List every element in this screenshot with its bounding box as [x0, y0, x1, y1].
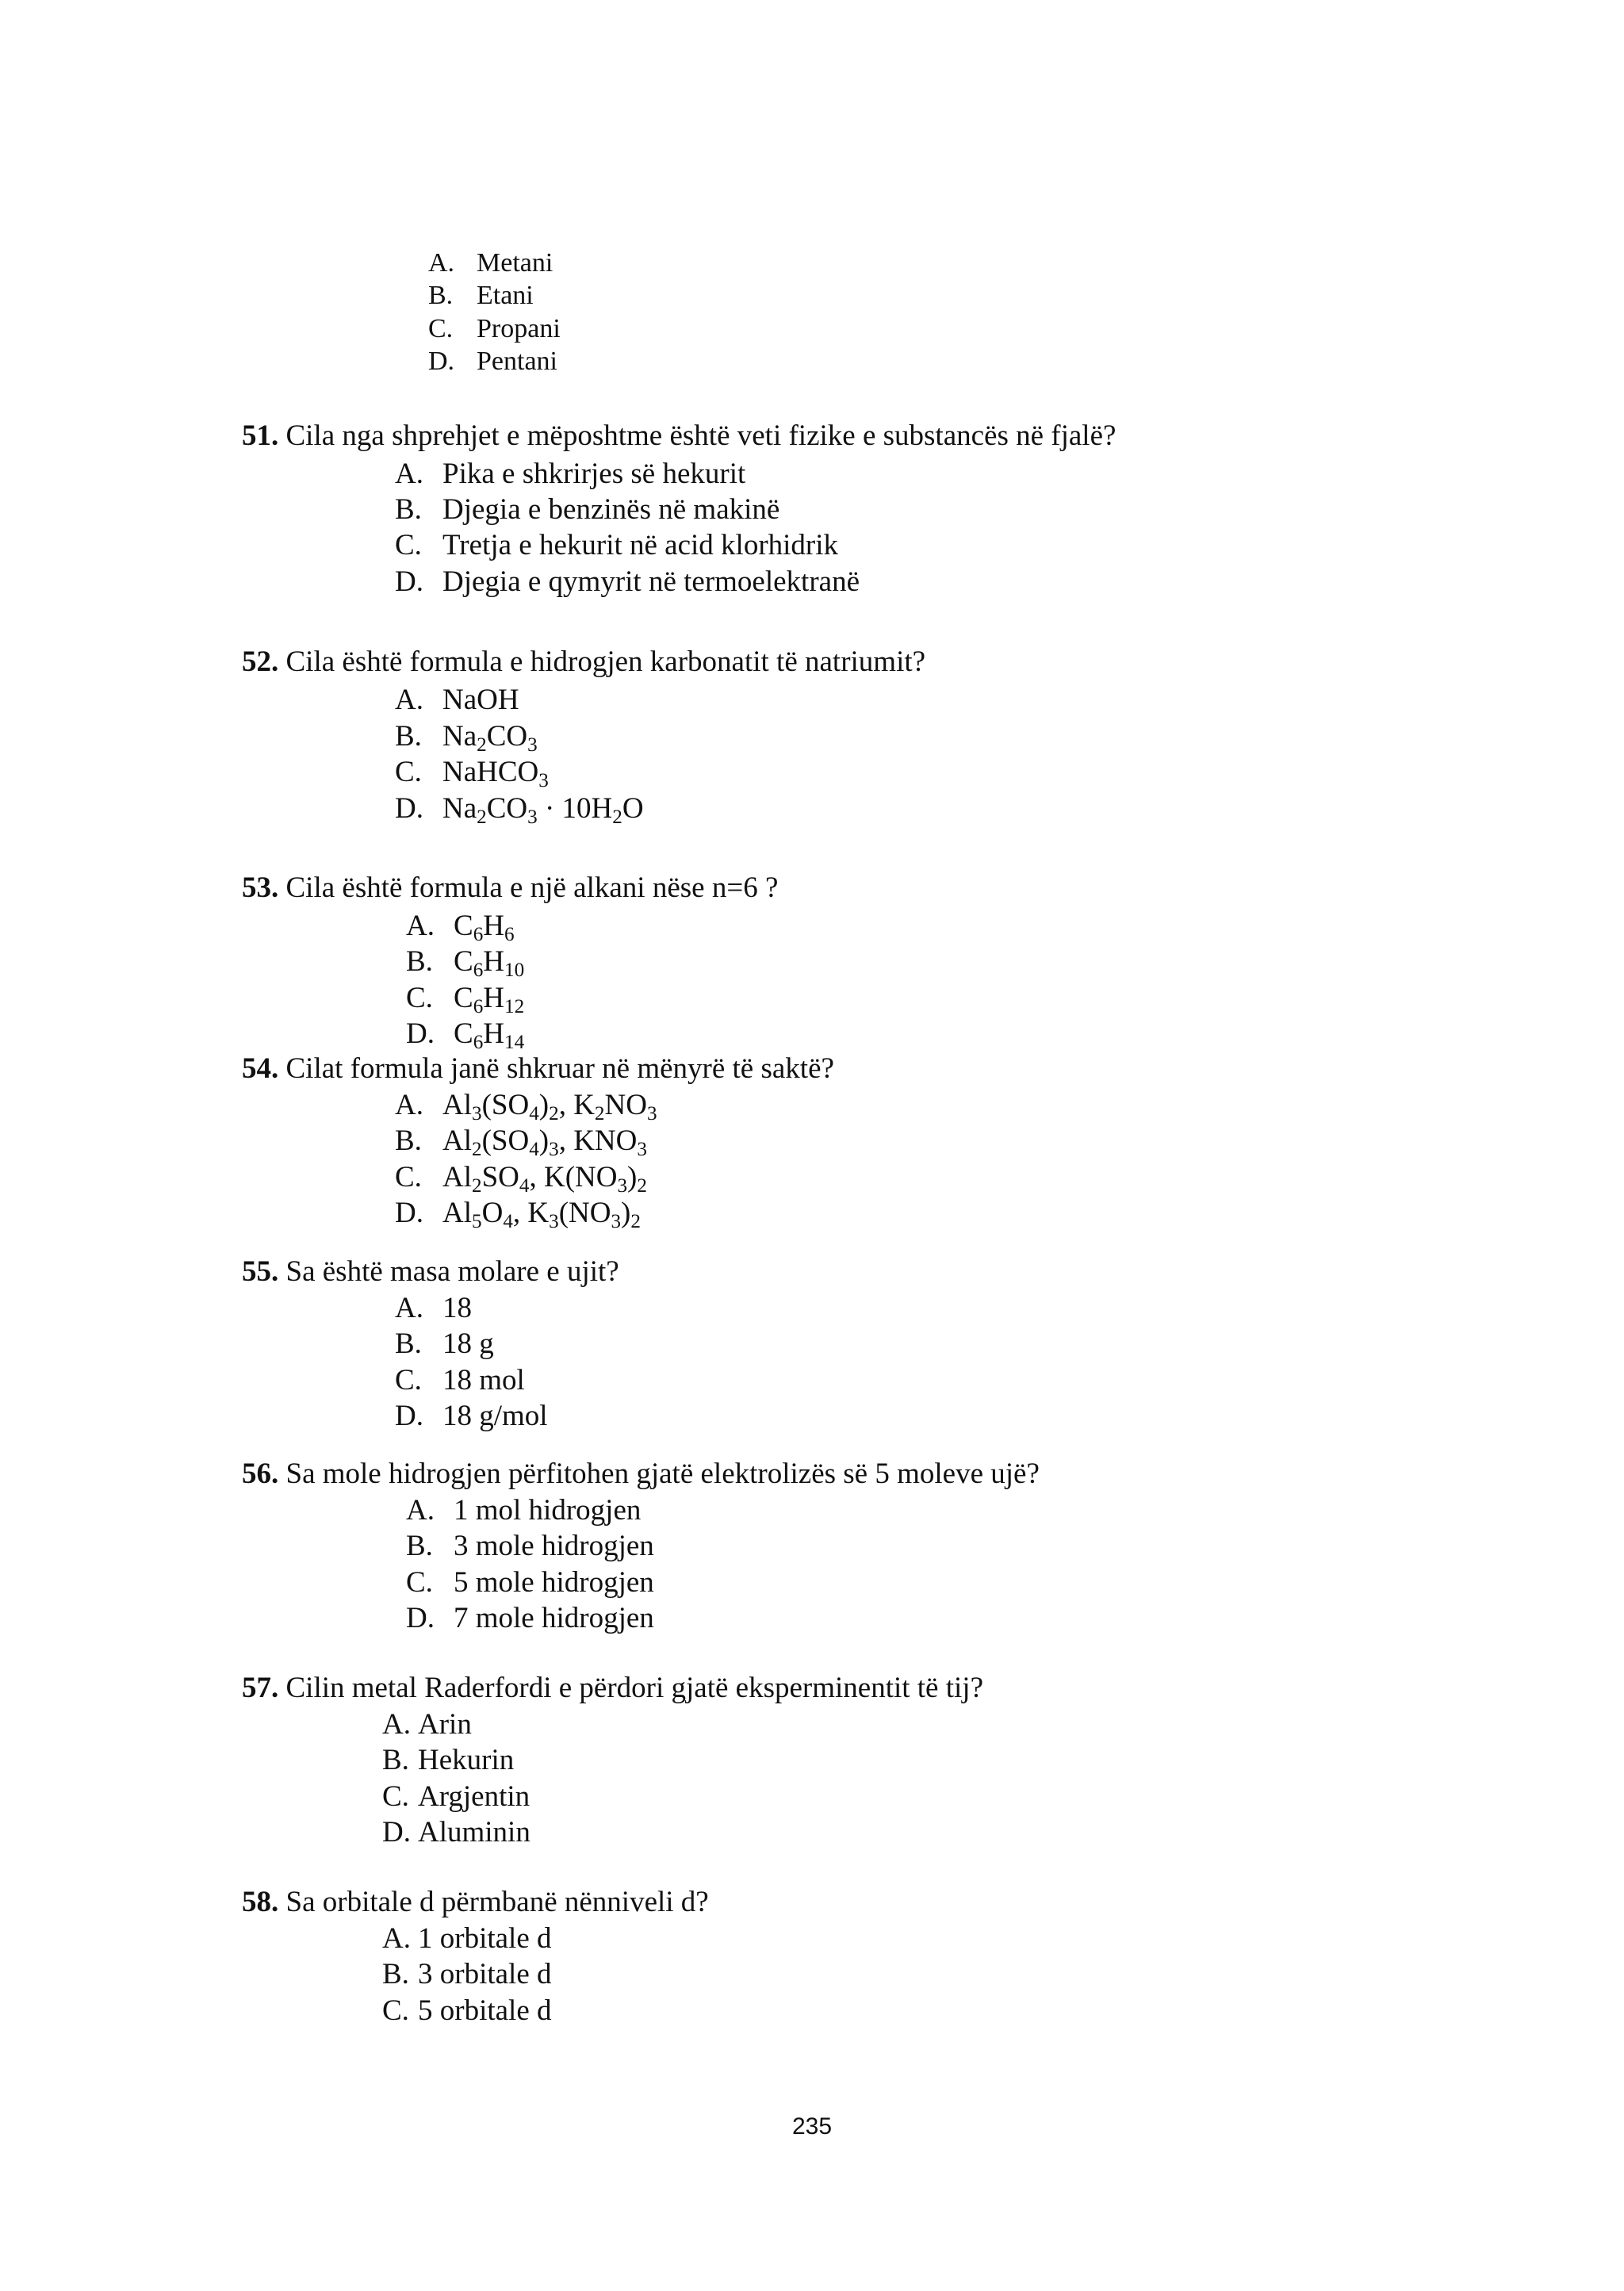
- q52-option-d: D. $Na_2CO_3 \cdot 10H_2O$: [395, 792, 644, 829]
- q52-option-a: A. NaOH: [395, 684, 519, 716]
- q51-option-b: B. Djegia e benzinës në makinë: [395, 493, 780, 526]
- subscript: 4: [529, 1103, 539, 1125]
- subscript: 10: [504, 960, 525, 982]
- q53-option-d: D. $C_6H_{14}$: [406, 1017, 525, 1054]
- subscript: 3: [527, 806, 538, 829]
- subscript: 6: [473, 960, 484, 982]
- subscript: 2: [594, 1103, 605, 1125]
- subscript: 5: [472, 1211, 482, 1233]
- q54-option-c: C. $Al_2SO_4$, $K(NO_3)_2$: [395, 1161, 647, 1197]
- subscript: 4: [519, 1175, 530, 1197]
- q54-option-d: D. $Al_5O_4$, $K_3(NO_3)_2$: [395, 1197, 641, 1233]
- subscript: 3: [646, 1103, 657, 1125]
- q52-option-b: B. $Na_2CO_3$: [395, 720, 538, 757]
- subscript: 4: [503, 1211, 513, 1233]
- question-52: 52. Cila është formula e hidrogjen karbonatit të natriumit?: [242, 646, 926, 678]
- q56-option-a: A. 1 mol hidrogjen: [406, 1494, 642, 1527]
- subscript: 2: [637, 1175, 647, 1197]
- q58-option-a: A. 1 orbitale d: [382, 1922, 552, 1955]
- q57-option-b: B. Hekurin: [382, 1744, 515, 1776]
- q56-option-c: C. 5 mole hidrogjen: [406, 1566, 654, 1599]
- option-a: A. Metani: [428, 248, 553, 278]
- q55-option-d: D. 18 g/mol: [395, 1400, 548, 1432]
- question-57: 57. Cilin metal Raderfordi e përdori gjatë eksperminentit të tij?: [242, 1672, 983, 1704]
- subscript: 2: [549, 1103, 559, 1125]
- subscript: 6: [473, 996, 484, 1018]
- q51-option-a: A. Pika e shkrirjes së hekurit: [395, 458, 746, 490]
- q53-option-a: A. $C_6H_6$: [406, 910, 515, 946]
- q52-option-c: C. NaHCO$_3$: [395, 756, 549, 792]
- subscript: 4: [529, 1139, 539, 1161]
- question-55: 55. Sa është masa molare e ujit?: [242, 1255, 619, 1288]
- subscript: 2: [477, 806, 487, 829]
- subscript: 3: [611, 1211, 622, 1233]
- q51-option-d: D. Djegia e qymyrit në termoelektranë: [395, 565, 860, 598]
- subscript: 2: [477, 734, 487, 757]
- q55-option-a: A. 18: [395, 1292, 472, 1324]
- q57-option-a: A. Arin: [382, 1708, 472, 1741]
- subscript: 2: [472, 1139, 482, 1161]
- option-b: B. Etani: [428, 281, 534, 310]
- subscript: 3: [549, 1139, 559, 1161]
- subscript: 3: [527, 734, 538, 757]
- q53-option-b: B. $C_6H_{10}$: [406, 945, 525, 982]
- question-51: 51. Cila nga shprehjet e mëposhtme është veti fizike e substancës në fjalë?: [242, 420, 1116, 452]
- subscript: 14: [504, 1032, 525, 1054]
- q57-option-d: D. Aluminin: [382, 1816, 530, 1849]
- subscript: 3: [617, 1175, 628, 1197]
- q57-option-c: C. Argjentin: [382, 1780, 530, 1813]
- option-d: D. Pentani: [428, 347, 557, 376]
- subscript: 3: [549, 1211, 559, 1233]
- subscript: 3: [538, 770, 549, 792]
- q55-option-b: B. 18 g: [395, 1327, 494, 1360]
- question-56: 56. Sa mole hidrogjen përfitohen gjatë elektrolizës së 5 moleve ujë?: [242, 1458, 1040, 1490]
- subscript: 6: [473, 924, 484, 946]
- option-c: C. Propani: [428, 314, 561, 343]
- subscript: 6: [473, 1032, 484, 1054]
- q54-option-b: B. $Al_2(SO_4)_3$, $KNO_3$: [395, 1124, 647, 1161]
- q51-option-c: C. Tretja e hekurit në acid klorhidrik: [395, 529, 839, 561]
- subscript: 6: [504, 924, 515, 946]
- q53-option-c: C. $C_6H_{12}$: [406, 982, 525, 1018]
- subscript: 2: [612, 806, 622, 829]
- subscript: 2: [630, 1211, 641, 1233]
- q56-option-d: D. 7 mole hidrogjen: [406, 1602, 654, 1634]
- q55-option-c: C. 18 mol: [395, 1364, 525, 1396]
- subscript: 3: [472, 1103, 482, 1125]
- page-number: 235: [791, 2113, 833, 2140]
- subscript: 3: [637, 1139, 647, 1161]
- q58-option-b: B. 3 orbitale d: [382, 1958, 552, 1990]
- subscript: 2: [472, 1175, 482, 1197]
- q56-option-b: B. 3 mole hidrogjen: [406, 1530, 654, 1562]
- q58-option-c: C. 5 orbitale d: [382, 1994, 552, 2027]
- question-54: 54. Cilat formula janë shkruar në mënyrë të saktë?: [242, 1052, 834, 1085]
- question-53: 53. Cila është formula e një alkani nëse n=6 ?: [242, 872, 779, 904]
- q54-option-a: A. $Al_3(SO_4)_2$, $K_2NO_3$: [395, 1089, 657, 1125]
- question-58: 58. Sa orbitale d përmbanë nënniveli d?: [242, 1886, 709, 1918]
- subscript: 12: [504, 996, 525, 1018]
